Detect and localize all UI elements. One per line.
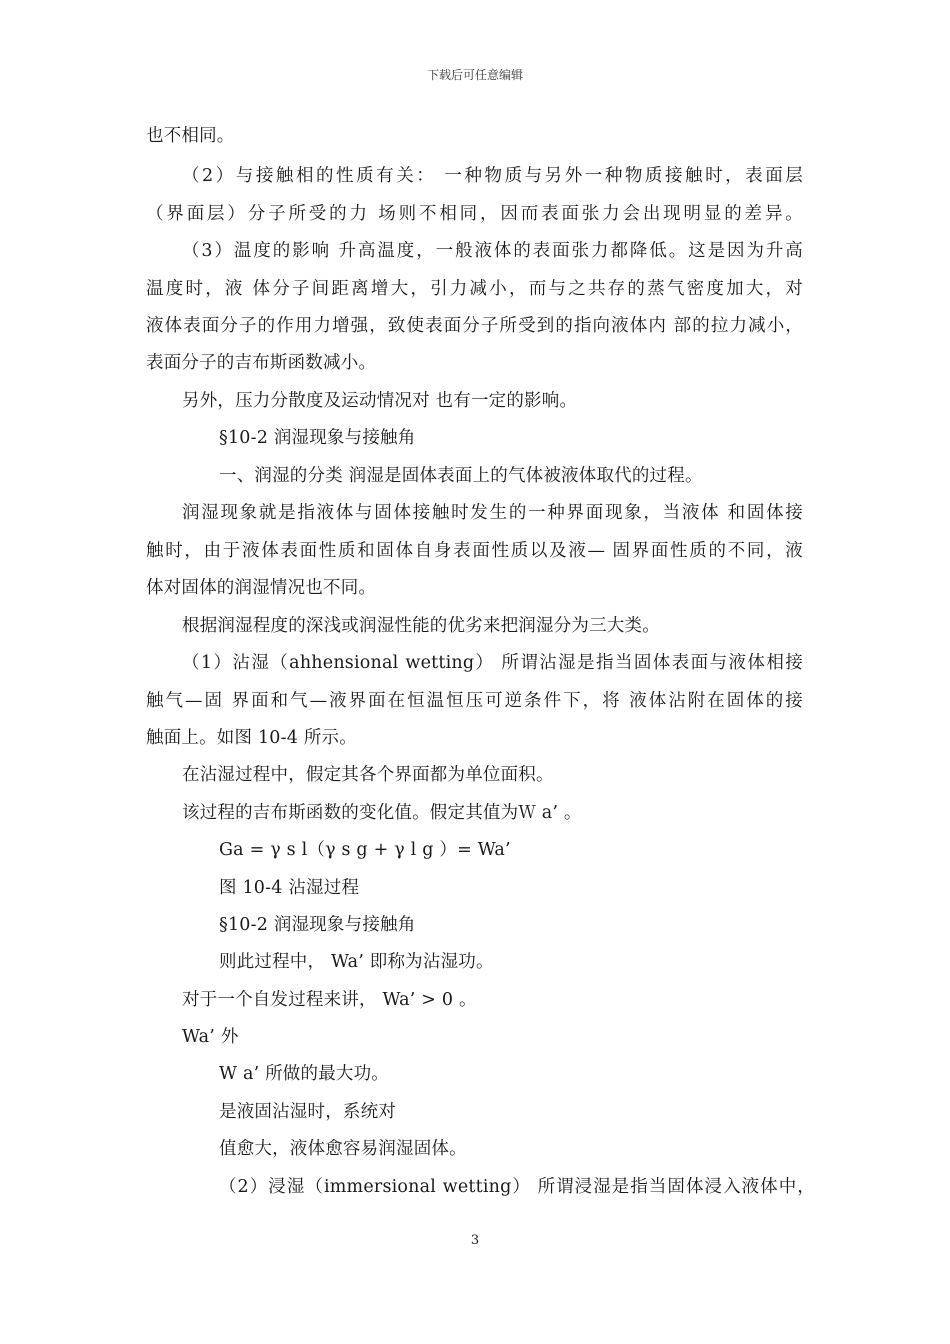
text-line: 另外，压力分散度及运动情况对 也有一定的影响。 [182, 391, 578, 411]
text-line: 液体表面分子的作用力增强，致使表面分子所受到的指向液体内 部的拉力减小， [146, 316, 803, 336]
text-line: （2）与接触相的性质有关： 一种物质与另外一种物质接触时，表面层 [182, 166, 803, 186]
text-line: W a’ 所做的最大功。 [219, 1064, 390, 1084]
text-line: 触时，由于液体表面性质和固体自身表面性质以及液— 固界面性质的不同，液 [146, 541, 803, 561]
text-line: 根据润湿程度的深浅或润湿性能的优劣来把润湿分为三大类。 [182, 616, 660, 636]
text-line: 表面分子的吉布斯函数减小。 [146, 353, 377, 373]
page-header: 下载后可任意编辑 [426, 68, 523, 82]
text-line: 在沾湿过程中，假定其各个界面都为单位面积。 [182, 765, 554, 785]
text-line: 该过程的吉布斯函数的变化值。假定其值为Ｗ a’ 。 [182, 803, 582, 823]
text-line: 触气—固 界面和气—液界面在恒温恒压可逆条件下，将 液体沾附在固体的接 [146, 691, 803, 711]
text-line: （1）沾湿（ahhensional wetting） 所谓沾湿是指当固体表面与液体相接 [182, 653, 803, 673]
equation: Ga = γ s l（γ s g + γ l g ）= Wa’ [219, 840, 511, 860]
text-line: （2）浸湿（immersional wetting） 所谓浸湿是指当固体浸入液体中， [219, 1177, 815, 1197]
page-number: 3 [470, 1233, 480, 1248]
text-line: 也不相同。 [146, 126, 235, 146]
text-line: 温度时，液 体分子间距离增大，引力减小，而与之共存的蒸气密度加大，对 [146, 279, 803, 299]
text-line: Wa’ 外 [182, 1027, 239, 1047]
section-heading: §10-2 润湿现象与接触角 [219, 915, 416, 935]
text-line: （界面层）分子所受的力 场则不相同，因而表面张力会出现明显的差异。 [146, 204, 803, 224]
text-line: 一、润湿的分类 润湿是固体表面上的气体被液体取代的过程。 [219, 466, 703, 486]
figure-caption: 图 10-4 沾湿过程 [219, 878, 360, 898]
text-line: 体对固体的润湿情况也不同。 [146, 578, 377, 598]
text-line: 是液固沾湿时，系统对 [219, 1102, 396, 1122]
section-heading: §10-2 润湿现象与接触角 [219, 428, 416, 448]
text-line: 润湿现象就是指液体与固体接触时发生的一种界面现象，当液体 和固体接 [182, 503, 803, 523]
text-line: （3）温度的影响 升高温度，一般液体的表面张力都降低。这是因为升高 [182, 241, 803, 261]
text-line: 值愈大，液体愈容易润湿固体。 [219, 1139, 467, 1159]
text-line: 则此过程中， Wa’ 即称为沾湿功。 [219, 952, 494, 972]
text-line: 触面上。如图 10-4 所示。 [146, 728, 357, 748]
text-line: 对于一个自发过程来讲， Wa’ > 0 。 [182, 990, 477, 1010]
